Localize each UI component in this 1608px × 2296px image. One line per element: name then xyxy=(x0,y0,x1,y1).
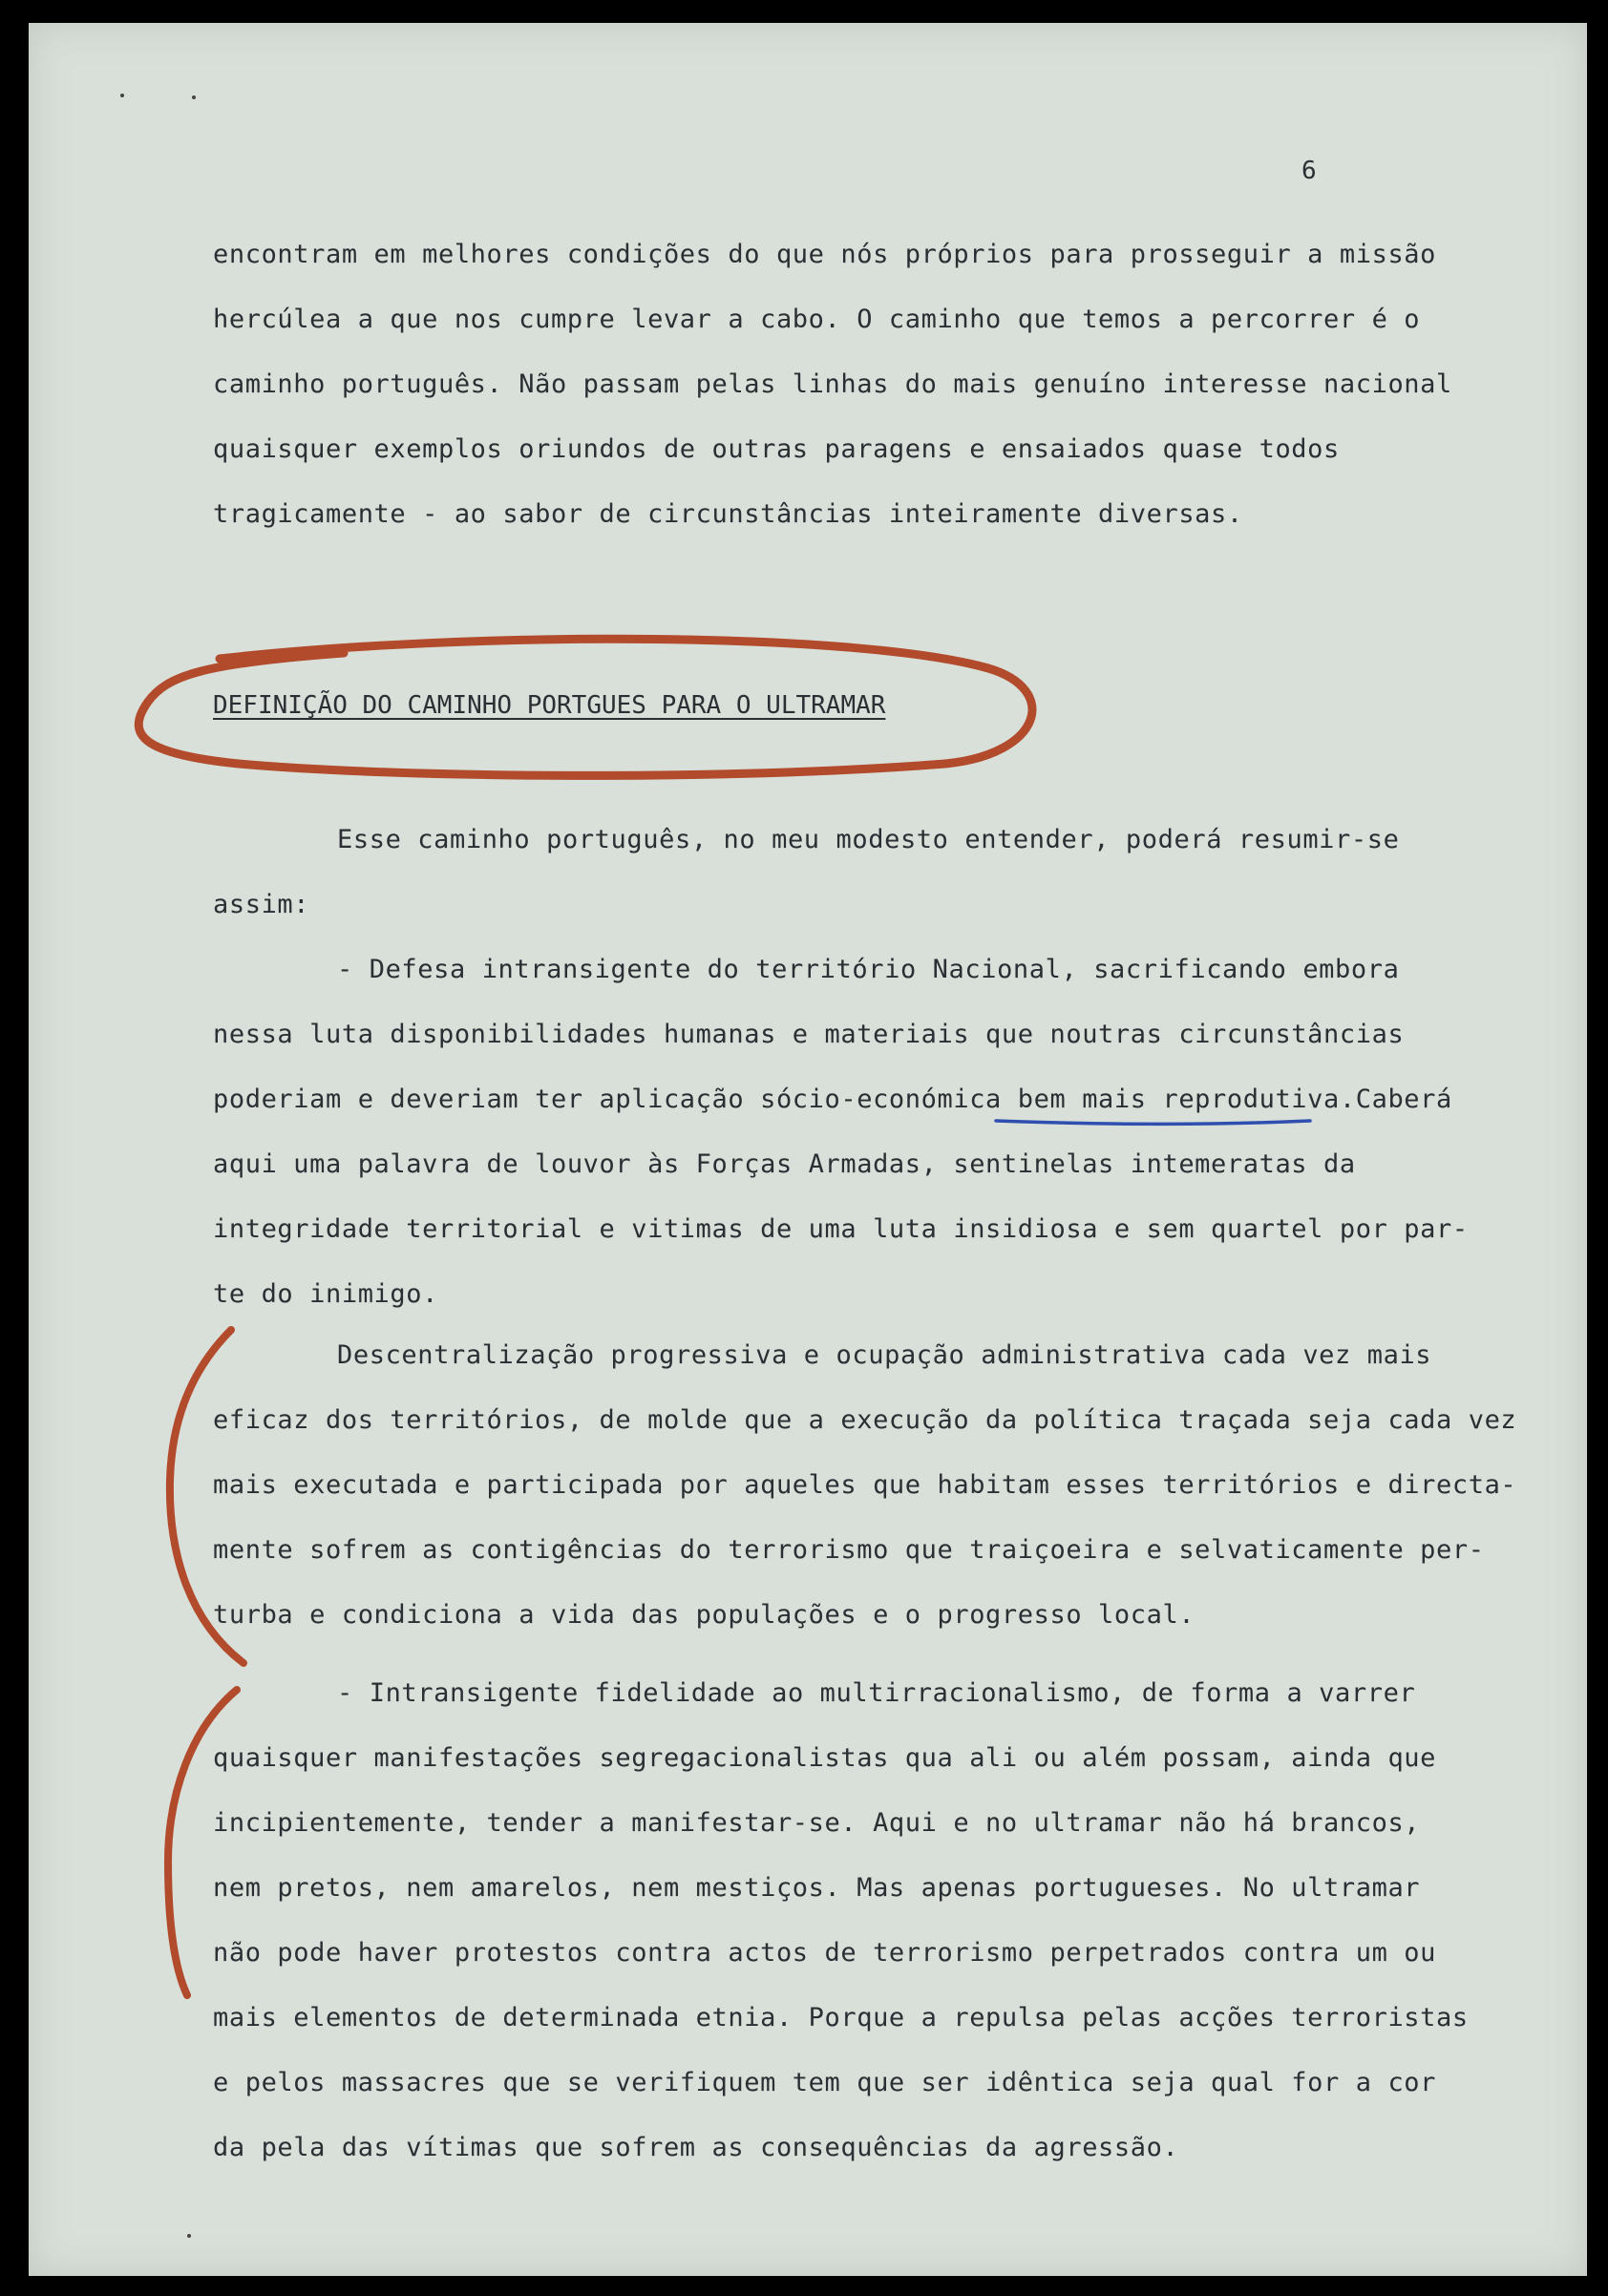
ink-speck xyxy=(187,2234,191,2238)
point3-line-6: mais elementos de determinada etnia. Porque a repulsa pelas acções terroristas xyxy=(213,2003,1469,2033)
point2-line-4: mente sofrem as contigências do terrorismo que traiçoeira e selvaticamente per- xyxy=(213,1535,1485,1565)
point3-line-1: - Intransigente fidelidade ao multirracionalismo, de forma a varrer xyxy=(337,1678,1416,1708)
point1-line-6: te do inimigo. xyxy=(213,1279,438,1309)
point2-line-2: eficaz dos territórios, de molde que a execução da política traçada seja cada vez xyxy=(213,1405,1517,1435)
point3-line-7: e pelos massacres que se verifiquem tem que ser idêntica seja qual for a cor xyxy=(213,2068,1437,2097)
point3-line-5: não pode haver protestos contra actos de terrorismo perpetrados contra um ou xyxy=(213,1938,1437,1968)
point3-line-2: quaisquer manifestações segregacionalistas qua ali ou além possam, ainda que xyxy=(213,1743,1437,1773)
intro-line-5: tragicamente - ao sabor de circunstâncias inteiramente diversas. xyxy=(213,499,1243,529)
intro-line-3: caminho português. Não passam pelas linhas do mais genuíno interesse nacional xyxy=(213,369,1452,399)
ink-speck xyxy=(192,95,196,99)
point3-line-8: da pela das vítimas que sofrem as consequências da agressão. xyxy=(213,2133,1179,2162)
point2-line-3: mais executada e participada por aqueles que habitam esses territórios e directa- xyxy=(213,1470,1517,1500)
point3-line-4: nem pretos, nem amarelos, nem mestiços. Mas apenas portugueses. No ultramar xyxy=(213,1873,1421,1903)
intro-line-4: quaisquer exemplos oriundos de outras paragens e ensaiados quase todos xyxy=(213,434,1340,464)
point2-line-5: turba e condiciona a vida das populações e o progresso local. xyxy=(213,1600,1195,1630)
intro-line-2: hercúlea a que nos cumpre levar a cabo. O caminho que temos a percorrer é o xyxy=(213,305,1421,334)
summary-line-1: Esse caminho português, no meu modesto entender, poderá resumir-se xyxy=(337,825,1400,854)
point2-line-1: Descentralização progressiva e ocupação administrativa cada vez mais xyxy=(337,1340,1432,1370)
point1-line-1: - Defesa intransigente do território Nacional, sacrificando embora xyxy=(337,955,1400,984)
point1-line-3: poderiam e deveriam ter aplicação sócio-económica bem mais reprodutiva.Caberá xyxy=(213,1085,1452,1114)
section-heading: DEFINIÇÃO DO CAMINHO PORTGUES PARA O ULTRAMAR xyxy=(213,691,886,720)
intro-line-1: encontram em melhores condições do que nós próprios para prosseguir a missão xyxy=(213,240,1437,269)
point1-line-2: nessa luta disponibilidades humanas e materiais que noutras circunstâncias xyxy=(213,1020,1405,1049)
ink-speck xyxy=(120,94,124,97)
page-number: 6 xyxy=(1301,157,1318,185)
point1-line-4: aqui uma palavra de louvor às Forças Armadas, sentinelas intemeratas da xyxy=(213,1149,1356,1179)
point3-line-3: incipientemente, tender a manifestar-se. Aqui e no ultramar não há brancos, xyxy=(213,1808,1421,1838)
point1-line-5: integridade territorial e vitimas de uma luta insidiosa e sem quartel por par- xyxy=(213,1214,1469,1244)
summary-line-2: assim: xyxy=(213,890,310,919)
